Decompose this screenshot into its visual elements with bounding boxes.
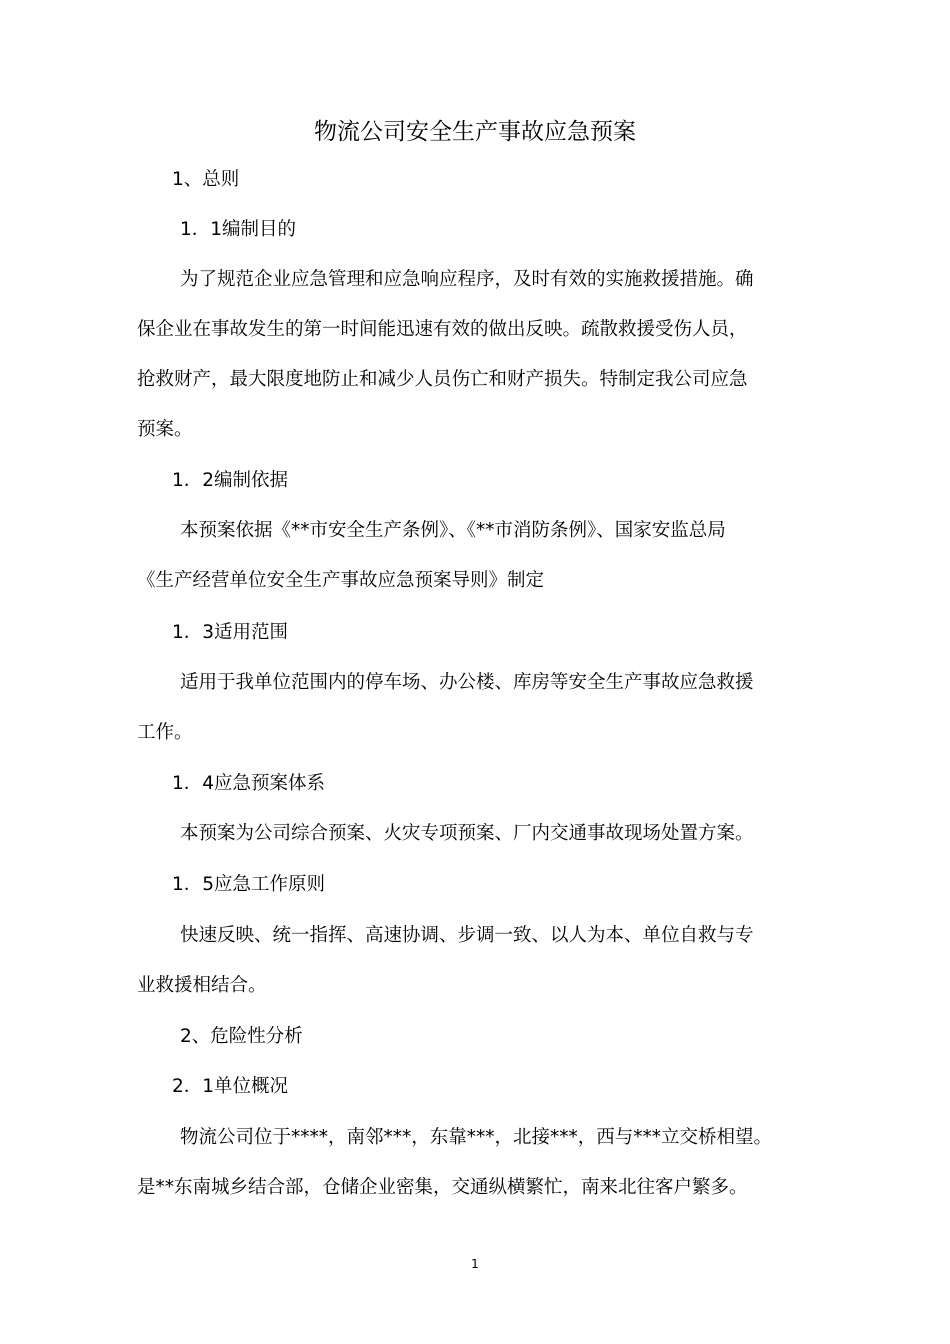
subheading-plan-system: 1．4应急预案体系: [172, 773, 326, 794]
paragraph-purpose-line-3: 抢救财产，最大限度地防止和减少人员伤亡和财产损失。特制定我公司应急: [137, 369, 748, 390]
heading-hazard-analysis: 2、危险性分析: [180, 1026, 303, 1047]
page-number: 1: [471, 1257, 479, 1271]
paragraph-work-principles-line-1: 快速反映、统一指挥、高速协调、步调一致、以人为本、单位自救与专: [180, 925, 754, 946]
paragraph-scope-line-2: 工作。: [137, 722, 193, 743]
paragraph-purpose-line-2: 保企业在事故发生的第一时间能迅速有效的做出反映。疏散救援受伤人员，: [137, 319, 748, 340]
paragraph-unit-overview-line-1: 物流公司位于****，南邻***，东靠***，北接***，西与***立交桥相望。: [180, 1127, 773, 1148]
paragraph-work-principles-line-2: 业救援相结合。: [137, 975, 267, 996]
paragraph-purpose-line-1: 为了规范企业应急管理和应急响应程序，及时有效的实施救援措施。确: [180, 269, 754, 290]
paragraph-basis-line-2: 《生产经营单位安全生产事故应急预案导则》制定: [137, 570, 545, 591]
paragraph-basis-line-1: 本预案依据《**市安全生产条例》、《**市消防条例》、国家安监总局: [180, 520, 726, 541]
paragraph-plan-system: 本预案为公司综合预案、火灾专项预案、厂内交通事故现场处置方案。: [180, 823, 754, 844]
subheading-work-principles: 1．5应急工作原则: [172, 874, 326, 895]
subheading-scope: 1．3适用范围: [172, 622, 289, 643]
paragraph-unit-overview-line-2: 是**东南城乡结合部，仓储企业密集，交通纵横繁忙，南来北往客户繁多。: [137, 1177, 748, 1198]
document-title: 物流公司安全生产事故应急预案: [314, 119, 636, 145]
paragraph-scope-line-1: 适用于我单位范围内的停车场、办公楼、库房等安全生产事故应急救援: [180, 672, 754, 693]
subheading-unit-overview: 2．1单位概况: [172, 1076, 289, 1097]
subheading-basis: 1．2编制依据: [172, 470, 289, 491]
heading-general-principles: 1、总则: [172, 169, 240, 190]
subheading-purpose: 1．1编制目的: [180, 219, 297, 240]
paragraph-purpose-line-4: 预案。: [137, 419, 193, 440]
